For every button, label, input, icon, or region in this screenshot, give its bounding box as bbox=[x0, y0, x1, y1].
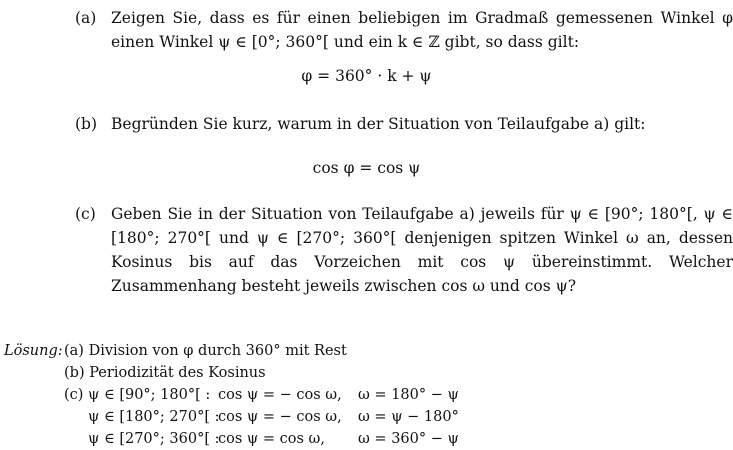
solution-b: (b) Periodizität des Kosinus bbox=[64, 365, 266, 381]
task-b bbox=[75, 112, 733, 136]
solution-c-omega: ω = 180° − ψ bbox=[358, 387, 459, 403]
solution-c-omega: ω = ψ − 180° bbox=[358, 409, 459, 425]
task-b-text: Begründen Sie kurz, warum in der Situation von Teilaufgabe a) gilt: bbox=[111, 115, 646, 133]
equation-b: cos φ = cos ψ bbox=[312, 159, 421, 177]
solution-c-label: (c) bbox=[64, 387, 84, 403]
task-a-text: Zeigen Sie, dass es für einen beliebigen im Gradmaß gemessenen Winkel φ einen Winkel ψ ∈ [0°; 360°[ und ein k ∈ ℤ gibt, so dass gilt: bbox=[111, 9, 733, 52]
solution-heading: Lösung: bbox=[4, 343, 63, 359]
equation-a: φ = 360° · k + ψ bbox=[301, 67, 432, 85]
solution-c-interval: ψ ∈ [180°; 270°[ : bbox=[88, 409, 220, 425]
solution-c-omega: ω = 360° − ψ bbox=[358, 431, 459, 447]
solution-c-interval: ψ ∈ [90°; 180°[ : bbox=[88, 387, 211, 403]
task-c-label: (c) bbox=[75, 205, 96, 223]
task-c bbox=[75, 202, 733, 298]
task-a-label: (a) bbox=[75, 9, 97, 27]
solution-c-relation: cos ψ = − cos ω, bbox=[218, 409, 342, 425]
solution-c-relation: cos ψ = − cos ω, bbox=[218, 387, 342, 403]
solution-a: (a) Division von φ durch 360° mit Rest bbox=[64, 343, 347, 359]
task-c-text: Geben Sie in der Situation von Teilaufgabe a) jeweils für ψ ∈ [90°; 180°[, ψ ∈ [180°; 270°[ und ψ ∈ [270°; 360°[ denjenigen spitzen Winkel ω an, dessen Kosinus bis auf das Vorzeichen mit cos ψ übereinstimmt. Welcher Zusammenhang besteht jeweils zwischen cos ω und cos ψ? bbox=[111, 205, 733, 296]
solution-c-relation: cos ψ = cos ω, bbox=[218, 431, 325, 447]
task-a bbox=[75, 6, 733, 54]
task-b-label: (b) bbox=[75, 115, 98, 133]
solution-c-interval: ψ ∈ [270°; 360°[ : bbox=[88, 431, 220, 447]
